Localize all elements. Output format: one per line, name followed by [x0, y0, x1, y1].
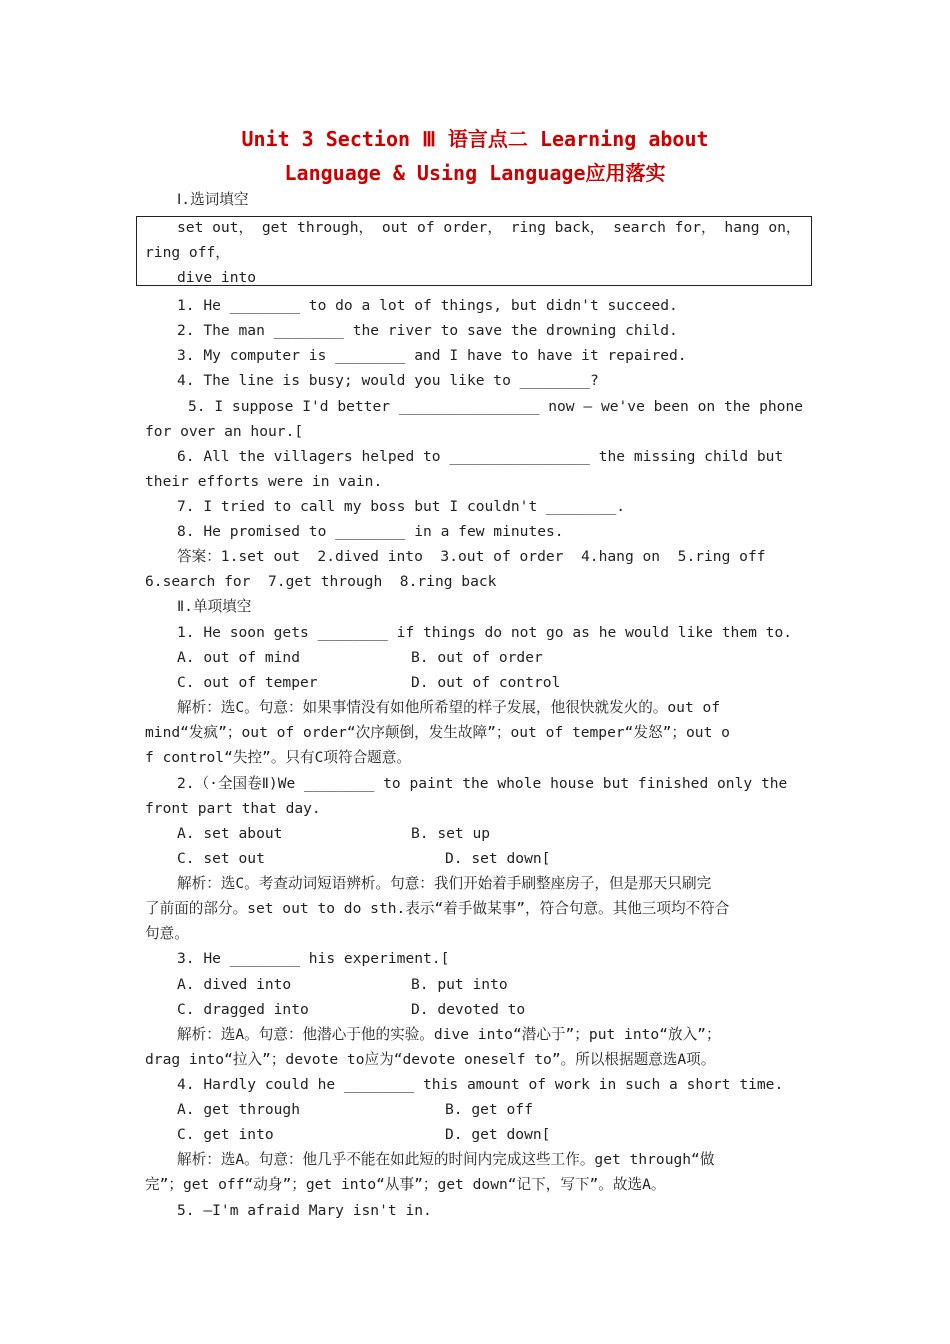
word-box-line: dive into [177, 269, 257, 286]
q4-option-d: D. get down[ [445, 1126, 551, 1143]
q1-explanation: 解析：选C。句意：如果事情没有如他所希望的样子发展，他很快就发火的。out of [177, 699, 721, 716]
word-box-line: ring off， [145, 244, 230, 261]
q4-explanation: 解析：选A。句意：他几乎不能在如此短的时间内完成这些工作。get through“做 [177, 1151, 715, 1168]
q1-explanation: mind“发疯”；out of order“次序颠倒，发生故障”；out of temper“发怒”；out o [145, 724, 730, 741]
q2-option-d: D. set down[ [445, 850, 551, 867]
q4-stem: 4. Hardly could he ________ this amount of work in such a short time. [177, 1076, 784, 1093]
q4-option-c: C. get into [177, 1126, 274, 1143]
q4-option-b: B. get off [445, 1101, 533, 1118]
q1-option-d: D. out of control [411, 674, 561, 691]
question-line: 4. The line is busy; would you like to ________? [177, 372, 599, 389]
q2-explanation: 解析：选C。考查动词短语辨析。句意：我们开始着手刷整座房子，但是那天只刷完 [177, 875, 712, 892]
q2-stem: front part that day. [145, 800, 321, 817]
q1-stem: 1. He soon gets ________ if things do not go as he would like them to. [177, 624, 793, 641]
q3-explanation: drag into“拉入”；devote to应为“devote oneself to”。所以根据题意选A项。 [145, 1051, 716, 1068]
question-line: 3. My computer is ________ and I have to have it repaired. [177, 347, 687, 364]
answer-line: 6.search for 7.get through 8.ring back [145, 573, 497, 590]
question-line: 5. I suppose I'd better ________________ now — we've been on the phone [188, 398, 804, 415]
word-box-line: set out， get through， out of order， ring back， search for， hang on， [177, 219, 801, 236]
q3-option-c: C. dragged into [177, 1001, 309, 1018]
question-line: 8. He promised to ________ in a few minutes. [177, 523, 564, 540]
q2-option-c: C. set out [177, 850, 265, 867]
q1-explanation: f control“失控”。只有C项符合题意。 [145, 749, 411, 766]
question-line: 1. He ________ to do a lot of things, but didn't succeed. [177, 297, 678, 314]
q2-stem: 2.（·全国卷Ⅱ)We ________ to paint the whole house but finished only the [177, 775, 788, 792]
q1-option-c: C. out of temper [177, 674, 318, 691]
q2-explanation: 句意。 [145, 925, 189, 942]
question-line: 6. All the villagers helped to ________________ the missing child but [177, 448, 784, 465]
q3-explanation: 解析：选A。句意：他潜心于他的实验。dive into“潜心于”；put into“放入”； [177, 1026, 721, 1043]
q3-option-a: A. dived into [177, 976, 292, 993]
q3-option-d: D. devoted to [411, 1001, 526, 1018]
q2-option-b: B. set up [411, 825, 491, 842]
q4-option-a: A. get through [177, 1101, 301, 1118]
question-line: 2. The man ________ the river to save the drowning child. [177, 322, 678, 339]
question-line: their efforts were in vain. [145, 473, 383, 490]
part1-heading: Ⅰ.选词填空 [177, 191, 249, 208]
q3-option-b: B. put into [411, 976, 508, 993]
document-title-line1: Unit 3 Section Ⅲ 语言点二 Learning about [241, 127, 709, 151]
document-title-line2: Language & Using Language应用落实 [284, 161, 666, 185]
q5-stem: 5. —I'm afraid Mary isn't in. [177, 1202, 432, 1219]
q2-option-a: A. set about [177, 825, 283, 842]
q2-explanation: 了前面的部分。set out to do sth.表示“着手做某事”，符合句意。其他三项均不符合 [145, 900, 730, 917]
q3-stem: 3. He ________ his experiment.[ [177, 950, 450, 967]
question-line: 7. I tried to call my boss but I couldn't ________. [177, 498, 626, 515]
q1-option-b: B. out of order [411, 649, 543, 666]
q1-option-a: A. out of mind [177, 649, 301, 666]
answer-line: 答案：1.set out 2.dived into 3.out of order 4.hang on 5.ring off [177, 548, 766, 565]
part2-heading: Ⅱ.单项填空 [177, 598, 252, 615]
q4-explanation: 完”；get off“动身”；get into“从事”；get down“记下，写下”。故选A。 [145, 1176, 666, 1193]
question-line: for over an hour.[ [145, 423, 304, 440]
